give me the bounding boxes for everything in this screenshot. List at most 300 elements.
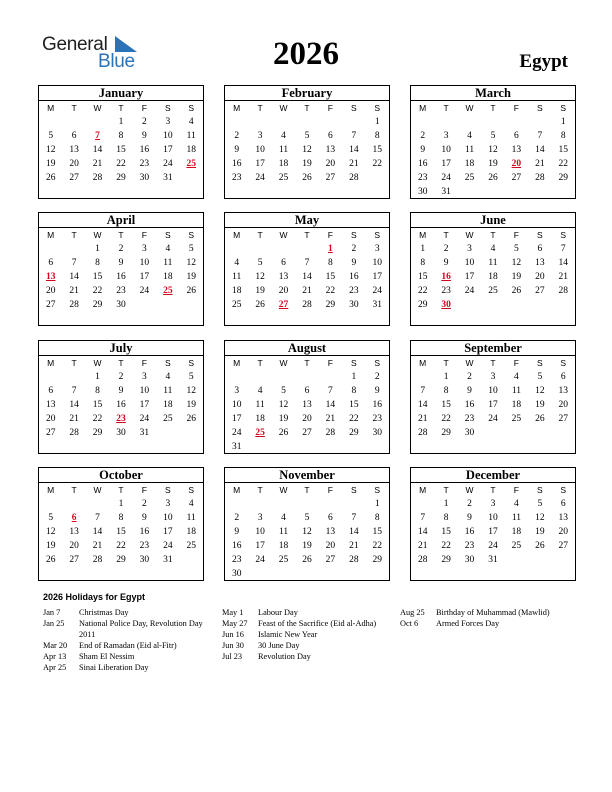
weekday-label: S [374,103,381,113]
holiday-date-cell: 23 [116,414,126,424]
holiday-date: May 1 [222,608,244,617]
weekday-header [39,101,203,115]
holiday-name: 2011 [79,630,96,639]
weekday-label: S [560,358,567,368]
week-row [225,129,389,143]
date-cell: 3 [142,244,147,254]
date-cell: 10 [255,145,265,155]
date-cell: 13 [325,145,336,155]
date-cell [180,553,203,567]
date-cell: 26 [535,541,545,551]
date-cell: 26 [535,414,545,424]
week-row [411,298,575,312]
date-cell [458,185,481,199]
date-cell: 12 [302,145,312,155]
date-cell: 25 [231,300,242,310]
weekday-label: M [233,358,241,368]
weekday-label: S [374,230,381,240]
date-cell: 4 [490,244,496,254]
date-cell: 14 [69,400,79,410]
date-cell: 27 [535,286,545,296]
date-cell: 22 [92,286,103,296]
date-cell: 28 [302,300,312,310]
month-title: February [225,86,389,101]
date-cell: 23 [372,414,382,424]
date-cell: 24 [139,414,150,424]
date-cell: 31 [163,555,173,565]
date-cell: 5 [281,386,286,396]
date-cell: 2 [351,244,357,254]
weekday-label: T [443,485,449,495]
date-cell: 9 [374,386,380,396]
date-cell: 28 [69,428,79,438]
date-cell: 13 [535,258,545,268]
holiday-date-cell: 13 [45,272,56,282]
date-cell: 1 [443,499,449,509]
date-cell [481,426,504,440]
weekday-label: M [419,485,427,495]
date-cell [39,242,62,256]
date-cell: 1 [374,499,380,509]
weekday-header [225,228,389,242]
week-row [39,511,203,525]
date-cell: 9 [142,513,147,523]
date-cell: 27 [558,541,568,551]
date-cell: 15 [441,400,451,410]
date-cell: 4 [165,244,171,254]
date-cell: 23 [139,541,150,551]
month-title: August [225,341,389,356]
date-cell: 25 [511,541,522,551]
date-cell: 19 [535,400,545,410]
date-cell: 8 [560,131,566,141]
date-cell: 8 [443,386,449,396]
date-cell: 10 [441,145,451,155]
date-cell: 21 [92,541,103,551]
date-cell: 17 [255,541,265,551]
weekday-label: T [443,358,449,368]
date-cell [342,497,365,511]
date-cell: 29 [116,555,126,565]
date-cell: 19 [302,159,312,169]
date-cell [272,567,295,581]
date-cell: 11 [186,513,196,523]
date-cell: 29 [92,428,103,438]
date-cell: 22 [116,541,126,551]
month-title: September [411,341,575,356]
date-cell: 2 [374,372,380,382]
date-cell: 22 [92,414,103,424]
date-cell [225,242,248,256]
holiday-date: Apr 25 [43,663,67,672]
date-cell: 18 [278,541,289,551]
date-cell: 3 [142,372,147,382]
date-cell: 1 [374,117,380,127]
date-cell: 5 [48,131,54,141]
week-row [39,412,203,426]
weekday-label: F [513,485,519,495]
holiday-name: Sinai Liberation Day [79,663,149,672]
weekday-label: S [164,358,171,368]
date-cell: 1 [420,244,426,254]
weekday-label: S [164,485,171,495]
holiday-name: Sham El Nessim [79,652,135,661]
date-cell: 12 [255,272,265,282]
date-cell: 9 [443,258,449,268]
date-cell: 13 [558,386,568,396]
week-row [39,242,203,256]
week-row [411,115,575,129]
holiday-name: Labour Day [258,608,298,617]
date-cell [319,115,342,129]
date-cell [552,553,575,567]
holiday-date: Aug 25 [400,608,425,617]
date-cell: 24 [163,541,173,551]
date-cell: 9 [234,527,240,537]
date-cell: 19 [278,414,289,424]
weekday-label: S [560,230,567,240]
date-cell [528,426,551,440]
holiday-date-cell: 7 [95,131,100,141]
date-cell: 26 [511,286,522,296]
date-cell: 16 [464,527,475,537]
week-row [39,256,203,270]
weekday-header [411,483,575,497]
date-cell: 16 [231,541,242,551]
weekday-label: S [536,485,543,495]
date-cell: 21 [417,414,428,424]
date-cell [319,497,342,511]
date-cell: 18 [163,272,173,282]
weekday-label: S [350,485,357,495]
weekday-label: T [257,358,263,368]
date-cell: 10 [488,386,498,396]
date-cell: 10 [372,258,382,268]
date-cell: 5 [188,244,194,254]
date-cell: 10 [139,258,150,268]
date-cell: 29 [558,173,568,183]
date-cell: 29 [441,428,451,438]
date-cell [366,171,389,185]
date-cell: 2 [142,117,147,127]
weekday-label: T [257,230,263,240]
date-cell: 26 [186,414,196,424]
date-cell: 11 [278,145,289,155]
month-title: January [39,86,203,101]
weekday-label: W [93,230,102,240]
weekday-label: F [513,230,519,240]
date-cell: 17 [163,527,173,537]
date-cell [272,370,295,384]
date-cell: 12 [535,386,545,396]
date-cell: 10 [464,258,475,268]
date-cell [133,298,156,312]
date-cell: 24 [231,428,242,438]
weekday-label: S [164,103,171,113]
date-cell: 20 [325,159,336,169]
date-cell: 7 [351,131,357,141]
date-cell: 24 [372,286,382,296]
date-cell: 15 [372,527,382,537]
date-cell: 23 [349,286,359,296]
weekday-label: F [141,358,147,368]
week-row [39,284,203,298]
month-august [224,340,390,454]
date-cell: 24 [139,286,150,296]
date-cell: 7 [351,513,357,523]
date-cell [248,567,271,581]
date-cell: 21 [69,414,79,424]
date-cell [86,497,109,511]
week-row [411,525,575,539]
weekday-label: T [118,230,124,240]
date-cell: 22 [372,159,382,169]
week-row [225,370,389,384]
month-title: April [39,213,203,228]
date-cell: 28 [349,555,359,565]
date-cell: 16 [116,272,126,282]
date-cell: 20 [535,272,545,282]
date-cell [552,298,575,312]
weekday-label: F [327,358,333,368]
date-cell: 30 [116,300,126,310]
date-cell: 13 [69,527,79,537]
date-cell: 23 [231,555,242,565]
date-cell: 24 [255,555,265,565]
date-cell: 16 [349,272,359,282]
date-cell: 1 [95,372,100,382]
week-row [39,426,203,440]
date-cell: 23 [116,286,126,296]
date-cell [272,115,295,129]
weekday-label: T [71,103,77,113]
date-cell: 28 [417,555,428,565]
date-cell: 26 [45,173,56,183]
date-cell [505,426,528,440]
date-cell [295,440,318,454]
date-cell [552,426,575,440]
weekday-label: T [118,358,124,368]
date-cell [411,497,434,511]
weekday-label: T [490,358,496,368]
date-cell: 27 [69,173,79,183]
date-cell [319,567,342,581]
date-cell: 18 [186,527,196,537]
holidays-heading: 2026 Holidays for Egypt [43,592,146,602]
holiday-row [222,618,376,629]
holiday-name: Feast of the Sacrifice (Eid al-Adha) [258,619,377,628]
weekday-label: T [490,103,496,113]
week-row [225,256,389,270]
date-cell: 5 [537,499,543,509]
month-march [410,85,576,199]
weekday-label: T [490,485,496,495]
holiday-name: Christmas Day [79,608,129,617]
week-row [225,539,389,553]
date-cell: 15 [417,272,428,282]
date-cell: 18 [231,286,242,296]
weekday-label: F [513,103,519,113]
weekday-label: S [374,358,381,368]
date-cell: 7 [304,258,310,268]
date-cell: 7 [420,386,426,396]
week-row [411,171,575,185]
date-cell: 19 [45,159,56,169]
date-cell: 6 [281,258,286,268]
date-cell [319,370,342,384]
date-cell: 24 [488,541,498,551]
date-cell: 3 [443,131,449,141]
date-cell: 15 [372,145,382,155]
date-cell: 14 [69,272,79,282]
date-cell [248,497,271,511]
date-cell: 15 [92,272,103,282]
date-cell [62,370,85,384]
date-cell: 30 [464,428,475,438]
date-cell: 22 [417,286,428,296]
weekday-label: S [536,230,543,240]
holiday-row [43,662,203,673]
date-cell: 11 [163,258,173,268]
date-cell: 8 [443,513,449,523]
holiday-date-cell: 30 [441,300,451,310]
date-cell: 8 [118,513,124,523]
weekday-label: M [47,358,55,368]
date-cell: 21 [69,286,79,296]
weekday-label: W [465,358,474,368]
weekday-label: W [93,485,102,495]
date-cell: 27 [325,173,336,183]
date-cell: 15 [116,527,126,537]
date-cell: 13 [325,527,336,537]
holiday-name: Revolution Day [258,652,311,661]
date-cell: 17 [488,400,498,410]
date-cell: 12 [278,400,289,410]
date-cell: 14 [92,527,103,537]
date-cell: 24 [255,173,265,183]
date-cell: 24 [464,286,475,296]
weekday-label: F [141,485,147,495]
holiday-date-cell: 27 [278,300,289,310]
date-cell: 30 [116,428,126,438]
date-cell: 1 [443,372,449,382]
date-cell: 4 [281,513,286,523]
date-cell: 15 [92,400,103,410]
holiday-row [222,629,376,640]
date-cell: 14 [92,145,103,155]
weekday-label: W [465,230,474,240]
week-row [411,511,575,525]
week-row [411,412,575,426]
date-cell [552,185,575,199]
date-cell [156,426,179,440]
date-cell: 28 [417,428,428,438]
date-cell: 22 [116,159,126,169]
date-cell: 25 [278,555,289,565]
week-row [225,157,389,171]
date-cell [62,497,85,511]
weekday-label: W [465,485,474,495]
date-cell: 6 [560,372,566,382]
week-row [225,398,389,412]
date-cell [528,185,551,199]
date-cell: 25 [186,541,196,551]
week-row [225,284,389,298]
month-title: March [411,86,575,101]
week-row [225,553,389,567]
date-cell: 16 [139,527,150,537]
holiday-date: Mar 20 [43,641,68,650]
date-cell: 20 [45,286,56,296]
date-cell: 15 [558,145,568,155]
holiday-column [43,607,203,673]
date-cell: 3 [490,499,496,509]
date-cell: 10 [163,131,173,141]
calendar-year-title: 2026 [273,36,339,72]
date-cell [434,115,457,129]
date-cell: 8 [420,258,426,268]
date-cell: 22 [349,414,359,424]
month-title: November [225,468,389,483]
week-row [411,129,575,143]
date-cell: 7 [537,131,543,141]
date-cell: 22 [558,159,568,169]
month-july [38,340,204,454]
date-cell: 17 [255,159,265,169]
date-cell: 6 [560,499,566,509]
weekday-label: M [47,230,55,240]
date-cell: 26 [186,286,196,296]
holiday-date-cell: 20 [511,159,522,169]
date-cell: 2 [234,131,240,141]
date-cell: 7 [328,386,333,396]
date-cell: 6 [304,386,310,396]
date-cell: 25 [488,286,498,296]
date-cell: 2 [142,499,147,509]
date-cell: 24 [488,414,498,424]
week-row [39,115,203,129]
week-row [39,370,203,384]
holiday-name: Armed Forces Day [436,619,500,628]
date-cell: 18 [464,159,475,169]
date-cell: 31 [372,300,382,310]
date-cell: 4 [281,131,286,141]
weekday-header [411,228,575,242]
date-cell: 23 [464,541,475,551]
date-cell: 9 [142,131,147,141]
week-row [225,497,389,511]
date-cell: 8 [118,131,124,141]
week-row [39,384,203,398]
weekday-label: S [374,485,381,495]
date-cell: 5 [48,513,54,523]
week-row [225,567,389,581]
date-cell: 20 [69,541,79,551]
holiday-column [222,607,376,662]
date-cell: 13 [45,400,56,410]
date-cell: 29 [372,555,382,565]
date-cell: 12 [535,513,545,523]
month-october [38,467,204,581]
date-cell [39,115,62,129]
date-cell: 19 [302,541,312,551]
month-title: July [39,341,203,356]
date-cell: 17 [372,272,382,282]
weekday-label: M [233,230,241,240]
date-cell: 25 [464,173,475,183]
holiday-name: End of Ramadan (Eid al-Fitr) [79,641,177,650]
date-cell: 29 [116,173,126,183]
